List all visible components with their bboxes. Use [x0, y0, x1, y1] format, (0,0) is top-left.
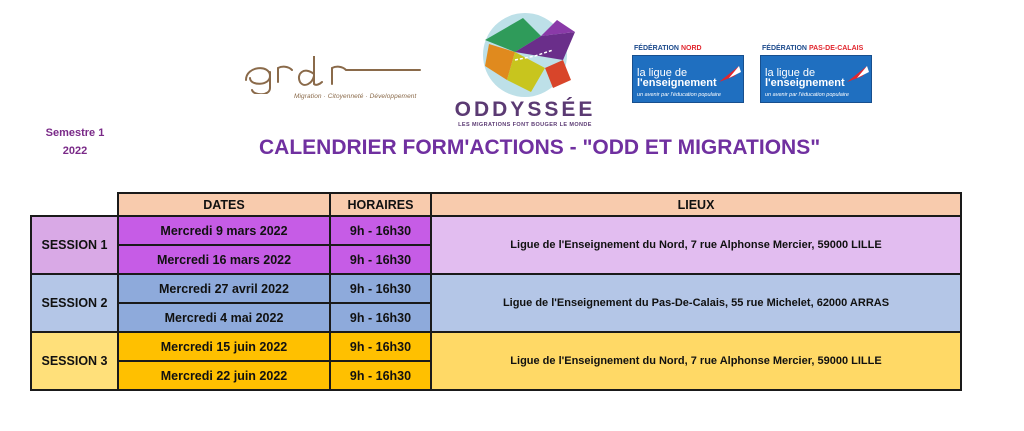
semester-text: Semestre 1	[45, 127, 105, 139]
ligue-pdc-line2: l'enseignement	[765, 77, 845, 89]
header-dates: DATES	[118, 193, 330, 216]
ligue-pdc-box	[760, 55, 872, 103]
ligue-nord-line1: la ligue de	[637, 67, 688, 79]
header-lieux: LIEUX	[431, 193, 961, 216]
page-title: CALENDRIER FORM'ACTIONS - "ODD ET MIGRATIONS"	[259, 136, 821, 159]
session-1-label: SESSION 1	[31, 216, 118, 274]
header-empty	[31, 193, 118, 216]
session-2-label: SESSION 2	[31, 274, 118, 332]
red-arrow-icon	[717, 64, 743, 84]
red-arrow-icon	[845, 64, 871, 84]
session-3-label: SESSION 3	[31, 332, 118, 390]
oddyssee-tagline: LES MIGRATIONS FONT BOUGER LE MONDE	[458, 122, 592, 128]
grdr-logo	[240, 52, 430, 112]
ligue-nord-tagline: un avenir par l'éducation populaire	[637, 92, 721, 98]
ligue-nord-line2: l'enseignement	[637, 77, 717, 89]
session-1-time-2: 9h - 16h30	[330, 245, 431, 274]
table-row	[31, 332, 961, 361]
ligue-pdc-logo	[760, 45, 872, 105]
session-3-time-1: 9h - 16h30	[330, 332, 431, 361]
ligue-pdc-line1: la ligue de	[765, 67, 816, 79]
ligue-nord-logo	[632, 45, 744, 105]
oddyssee-name: ODDYSSÉE	[454, 98, 596, 121]
semester-year: 2022	[62, 145, 88, 157]
session-2-date-2: Mercredi 4 mai 2022	[118, 303, 330, 332]
semester-label	[40, 124, 110, 160]
calendar-table	[30, 192, 962, 391]
session-1-time-1: 9h - 16h30	[330, 216, 431, 245]
ligue-nord-federation: FÉDÉRATION NORD	[634, 45, 702, 52]
session-2-lieu: Ligue de l'Enseignement du Pas-De-Calais, 55 rue Michelet, 62000 ARRAS	[431, 274, 961, 332]
ligue-pdc-federation: FÉDÉRATION PAS-DE-CALAIS	[762, 45, 864, 52]
session-3-lieu: Ligue de l'Enseignement du Nord, 7 rue Alphonse Mercier, 59000 LILLE	[431, 332, 961, 390]
ligue-pdc-tagline: un avenir par l'éducation populaire	[765, 92, 849, 98]
session-2-date-1: Mercredi 27 avril 2022	[118, 274, 330, 303]
table-row	[31, 216, 961, 245]
ligue-nord-box	[632, 55, 744, 103]
table-header-row	[31, 193, 961, 216]
session-3-date-1: Mercredi 15 juin 2022	[118, 332, 330, 361]
globe-bird-icon	[445, 10, 605, 100]
grdr-tagline: Migration · Citoyenneté · Développement	[294, 93, 417, 100]
header-horaires: HORAIRES	[330, 193, 431, 216]
session-1-date-1: Mercredi 9 mars 2022	[118, 216, 330, 245]
session-1-lieu: Ligue de l'Enseignement du Nord, 7 rue Alphonse Mercier, 59000 LILLE	[431, 216, 961, 274]
session-3-time-2: 9h - 16h30	[330, 361, 431, 390]
grdr-wordmark	[240, 52, 430, 94]
session-2-time-1: 9h - 16h30	[330, 274, 431, 303]
session-3-date-2: Mercredi 22 juin 2022	[118, 361, 330, 390]
table-row	[31, 274, 961, 303]
session-1-date-2: Mercredi 16 mars 2022	[118, 245, 330, 274]
session-2-time-2: 9h - 16h30	[330, 303, 431, 332]
oddyssee-logo	[445, 10, 605, 130]
